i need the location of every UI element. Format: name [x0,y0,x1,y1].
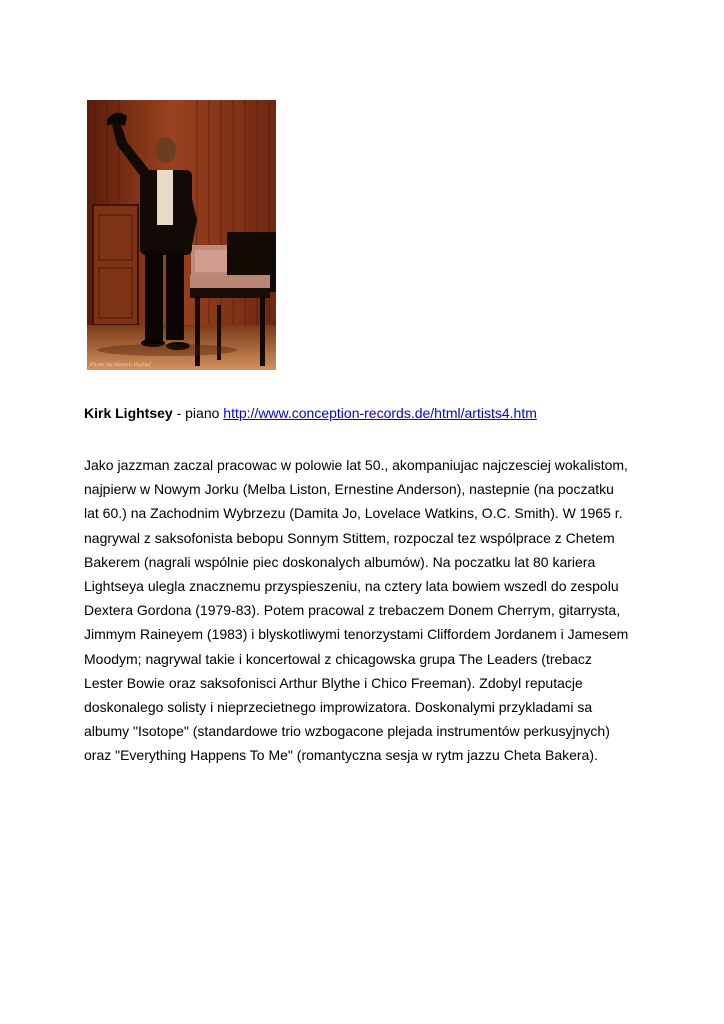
artist-photo [87,100,276,370]
biography-line: Moodym; nagrywal takie i koncertowal z chicagowska grupa The Leaders (trebacz [84,650,592,667]
artist-heading [84,404,537,422]
biography-line: Bakerem (nagrali wspólnie piec doskonalych albumów). Na poczatku lat 80 kariera [84,553,596,570]
biography-line: lat 60.) na Zachodnim Wybrzezu (Damita Jo, Lovelace Watkins, O.C. Smith). W 1965 r. [84,505,623,522]
biography-line: Jako jazzman zaczal pracowac w polowie lat 50., akompaniujac najczesciej wokalistom, [84,457,628,473]
biography-line: Dextera Gordona (1979-83). Potem pracowal z trebaczem Donem Cherrym, gitarrysta, [84,602,621,619]
photo-credit: Photo by Marcin Hufnal [90,362,151,368]
biography-line: oraz "Everything Happens To Me" (romantyczna sesja w rytm jazzu Cheta Bakera). [84,747,598,764]
biography-line: doskonalego solisty i nieprzecietnego improwizatora. Doskonalymi przykladami sa [84,699,593,716]
artist-name: Kirk Lightsey [84,405,173,421]
biography-line: nagrywal z saksofonista bebopu Sonnym Stittem, rozpoczal tez wspólprace z Chetem [84,529,615,546]
biography-line: Lightseya ulegla znacznemu przyspieszeniu, na cztery lata bowiem wszedl do zespolu [84,578,619,595]
biography-line: najpierw w Nowym Jorku (Melba Liston, Ernestine Anderson), nastepnie (na poczatku [84,481,614,498]
artist-instrument: - piano [172,405,224,421]
biography-line: Lester Bowie oraz saksofonisci Arthur Blythe i Chico Freeman). Zdobyl reputacje [84,674,583,691]
biography-text [84,453,654,768]
artist-link[interactable]: http://www.conception-records.de/html/artists4.htm [223,405,537,421]
artist-photo-image [87,100,276,370]
biography-line: albumy "Isotope" (standardowe trio wzbogacone plejada instrumentów perkusyjnych) [84,723,610,740]
biography-line: Jimmym Raineyem (1983) i blyskotliwymi tenorzystami Cliffordem Jordanem i Jamesem [84,626,629,643]
